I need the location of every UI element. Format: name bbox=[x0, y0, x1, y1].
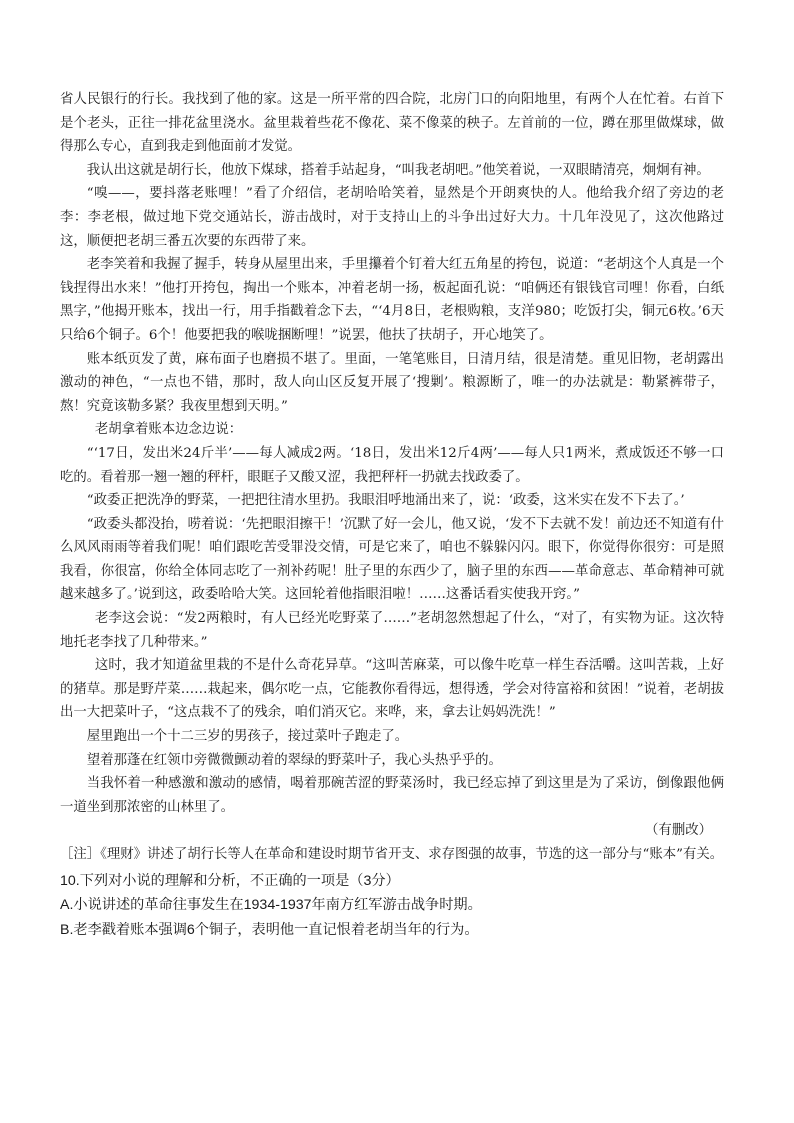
paragraph-9: “政委头都没抬，唠着说：‘先把眼泪擦干！’沉默了好一会儿，他又说，‘发不下去就不发！前边还不知道有什么风风雨雨等着我们呢！咱们跟吃苦受罪没交情，可是它来了，咱也不躲躲闪闪。眼下，你觉得你很穷：可是照我看，你很富，你给全体同志吃了一剂补药呢！肚子里的东西少了，脑子里的东西——革命意志、革命精神可就越来越多了。’说到这，政委哈哈大笑。这回轮着他指眼泪啦！……这番话看实使我开窍。” bbox=[60, 516, 724, 603]
story-body bbox=[60, 88, 724, 819]
option-a: A.小说讲述的革命往事发生在1934-1937年南方红军游击战争时期。 bbox=[60, 897, 482, 914]
paragraph-7: “‘17日，发出米24斤半’——每人减成2两。‘18日，发出米12斤4两’——每人只1两米，煮成饭还不够一口吃的。看着那一翘一翘的秤杆，眼眶子又酸又涩，我把秤杆一扔就去找政委了。 bbox=[60, 445, 724, 485]
paragraph-2: 我认出这就是胡行长，他放下煤球，搭着手站起身，“叫我老胡吧。”他笑着说，一双眼睛清亮，炯炯有神。 bbox=[86, 162, 710, 178]
question-block bbox=[60, 869, 724, 943]
annotation-note: ［注］《理财》讲述了胡行长等人在革命和建设时期节省开支、求存图强的故事，节选的这一部分与“账本”有关。 bbox=[60, 847, 724, 862]
option-b: B.老李戳着账本强调6个铜子，表明他一直记恨着老胡当年的行为。 bbox=[60, 921, 479, 938]
paragraph-10: 老李这会说：“发2两粮时，有人已经光吃野菜了……”老胡忽然想起了什么，“对了，有实物为证。这次特地托老李找了几种带来。” bbox=[60, 611, 724, 650]
paragraph-13: 望着那蓬在红领巾旁微微颤动着的翠绿的野菜叶子，我心头热乎乎的。 bbox=[86, 752, 502, 768]
paragraph-5: 账本纸页发了黄，麻布面子也磨损不堪了。里面，一笔笔账目，日清月结，很是清楚。重见旧物，老胡露出激动的神色，“一点也不错，那时，敌人向山区反复开展了‘搜剿’。粮源断了，唯一的办法就是：勒紧裤带子，熬！究竟该勒多紧？我夜里想到天明。” bbox=[60, 351, 724, 414]
paragraph-6: 老胡拿着账本边念边说： bbox=[94, 422, 243, 438]
paragraph-1: 省人民银行的行长。我找到了他的家。这是一所平常的四合院，北房门口的向阳地里，有两个人在忙着。右首下是个老头，正往一排花盆里浇水。盆里栽着些花不像花、菜不像菜的秧子。左首前的一位，蹲在那里做煤球，做得那么专心，直到我走到他面前才发觉。 bbox=[60, 92, 724, 155]
question-stem: 10.下列对小说的理解和分析，不正确的一项是（3分） bbox=[60, 872, 400, 889]
paragraph-3: “嗅——，要抖落老账哩！”看了介绍信，老胡哈哈笑着，显然是个开朗爽快的人。他给我介绍了旁边的老李：李老根，做过地下党交通站长，游击战时，对于支持山上的斗争出过好大力。十几年没见了，这次他路过这，顺便把老胡三番五次要的东西带了来。 bbox=[60, 186, 724, 249]
paragraph-12: 屋里跑出一个十二三岁的男孩子，接过菜叶子跑走了。 bbox=[86, 729, 409, 745]
paragraph-11: 这时，我才知道盆里栽的不是什么奇花异草。“这叫苦麻菜，可以像牛吃草一样生吞活嚼。这叫苦栽，上好的猪草。那是野芹菜……栽起来，偶尔吃一点，它能教你看得远，想得透，学会对待富裕和贫困！”说着，老胡拔出一大把菜叶子，“这点栽不了的残余，咱们消灭它。来哗，来，拿去让妈妈洗洗！” bbox=[60, 658, 724, 721]
document-page bbox=[60, 88, 724, 942]
paragraph-4: 老李笑着和我握了握手，转身从屋里出来，手里攥着个钉着大红五角星的挎包，说道：“老胡这个人真是一个钱捏得出水来！”他打开挎包，掏出一个账本，冲着老胡一扬，板起面孔说：“咱俩还有银钱官司哩！你看，白纸黑字，”他揭开账本，找出一行，用手指戳着念下去，“‘4月8日，老根购粮，支洋980；吃饭打尖，铜元6枚。’6天只给6个铜子。6个！他要把我的喉咙捆断哩！”说罢，他扶了扶胡子，开心地笑了。 bbox=[60, 257, 724, 343]
paragraph-8: “政委正把洗净的野菜，一把把往清水里扔。我眼泪呼地涌出来了，说：‘政委，这米实在发不下去了。’ bbox=[86, 493, 685, 509]
paragraph-14: 当我怀着一种感激和激动的感情，喝着那碗苦涩的野菜汤时，我已经忘掉了到这里是为了采访，倒像跟他俩一道坐到那浓密的山林里了。 bbox=[60, 776, 724, 815]
source-note: （有删改） bbox=[645, 823, 712, 839]
